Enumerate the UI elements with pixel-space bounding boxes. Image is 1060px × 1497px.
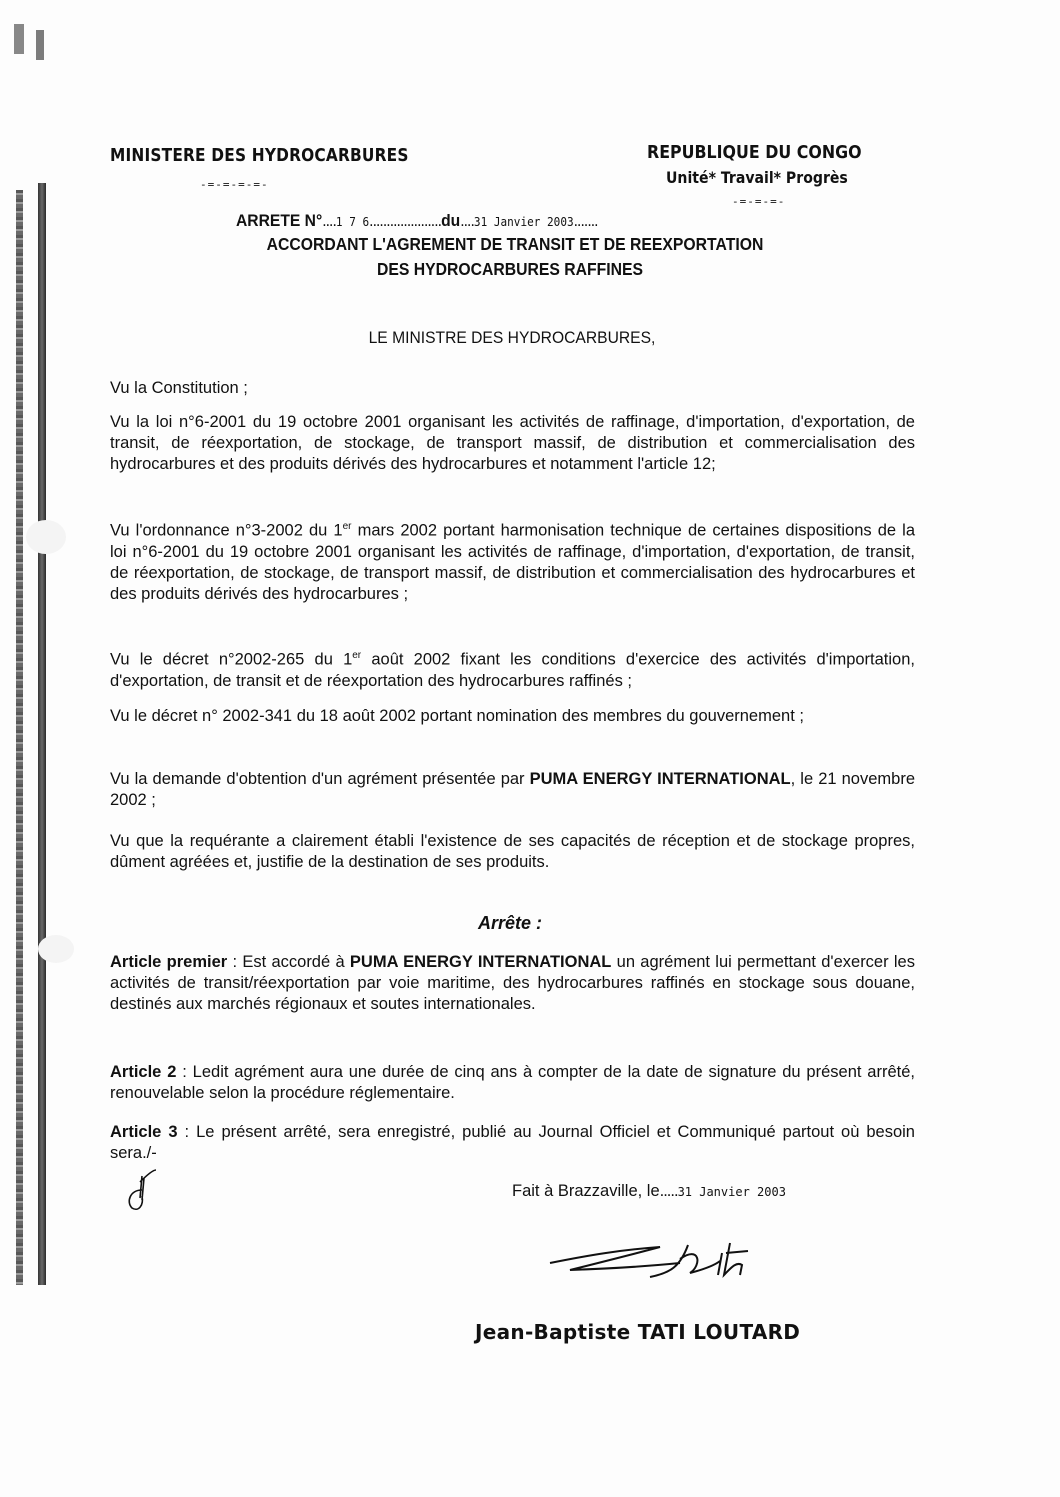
dot-leader: .....................	[369, 211, 442, 230]
initials-paraphe	[120, 1168, 160, 1213]
scan-edge-inner	[38, 183, 46, 1285]
decree-title-line-1: ACCORDANT L'AGREMENT DE TRANSIT ET DE REEXPORTATION	[266, 234, 764, 254]
dot-leader: .....	[659, 1182, 678, 1200]
arrete-heading: Arrête :	[477, 913, 543, 933]
decree-title-line-2: DES HYDROCARBURES RAFFINES	[376, 259, 644, 279]
scan-edge-outer	[16, 190, 23, 1285]
article-label: Article premier	[110, 953, 228, 971]
signing-date: 31 Janvier 2003	[677, 1185, 786, 1199]
consideration-5: Vu le décret n° 2002-341 du 18 août 2002 portant nomination des membres du gouvernement ;	[110, 707, 804, 725]
republic-separator: -=-=-=-	[732, 195, 786, 208]
article-premier: Article premier : Est accordé à PUMA ENERGY INTERNATIONAL un agrément lui permettant d'exercer les activités de transit/réexportation par voie maritime, des hydrocarbures raffinés en stockage sous douane, destinés aux marchés régionaux et soutes internationales.	[110, 953, 915, 1013]
scan-corner-mark	[36, 30, 44, 60]
consideration-3: Vu l'ordonnance n°3-2002 du 1er mars 2002 portant harmonisation technique de certaines dispositions de la loi n°6-2001 du 19 octobre 2001 organisant les activités de raffinage, d'importation, d'exportation, de transit, de réexportation, de stockage, de transport massif, de distribution et commercialisation des hydrocarbures et des produits dérivés des hydrocarbures ;	[110, 521, 916, 603]
handwritten-signature	[530, 1225, 790, 1300]
article-2: Article 2 : Ledit agrément aura une durée de cinq ans à compter de la date de signature du présent arrêté, renouvelable selon la procédure réglementaire.	[110, 1063, 915, 1102]
consideration-2: Vu la loi n°6-2001 du 19 octobre 2001 organisant les activités de raffinage, d'importation, d'exportation, de transit, de réexportation, de stockage, de transport massif, de distribution et commercialisation des hydrocarbures et des produits dérivés des hydrocarbures et notamment l'article 12;	[110, 413, 915, 473]
republic-header: REPUBLIQUE DU CONGO	[647, 142, 862, 163]
consideration-4: Vu le décret n°2002-265 du 1er août 2002 fixant les conditions d'exercice des activités d'importation, d'exportation, de transit et de réexportation des hydrocarbures raffinés ;	[110, 650, 915, 690]
national-motto: Unité* Travail* Progrès	[666, 168, 848, 187]
article-label: Article 2	[110, 1063, 177, 1081]
scan-corner-mark	[14, 24, 24, 54]
article-label: Article 3	[110, 1123, 178, 1141]
consideration-1: Vu la Constitution ;	[110, 379, 248, 397]
scan-hole	[26, 520, 66, 554]
minister-heading: LE MINISTRE DES HYDROCARBURES,	[368, 328, 656, 347]
ministry-separator: -=-=-=-=-	[200, 178, 269, 191]
decree-date: 31 Janvier 2003	[473, 215, 574, 229]
place-date-line	[512, 1182, 786, 1201]
ministry-header: MINISTERE DES HYDROCARBURES	[110, 146, 409, 166]
signatory-name: Jean-Baptiste TATI LOUTARD	[475, 1320, 801, 1344]
dot-leader: ....	[322, 211, 336, 230]
place-label: Fait à Brazzaville, le	[512, 1182, 660, 1200]
consideration-6: Vu la demande d'obtention d'un agrément présentée par PUMA ENERGY INTERNATIONAL, le 21 novembre 2002 ;	[110, 770, 916, 809]
dot-leader: .......	[573, 211, 598, 230]
article-3: Article 3 : Le présent arrêté, sera enregistré, publié au Journal Officiel et Communiqué partout où besoin sera./-	[110, 1123, 915, 1162]
consideration-7: Vu que la requérante a clairement établi l'existence de ses capacités de réception et de stockage propres, dûment agréées et, justifie de la destination de ses produits.	[110, 832, 915, 871]
decree-number-line	[236, 211, 598, 231]
decree-label: ARRETE N°	[236, 211, 323, 230]
dot-leader: ....	[460, 211, 474, 230]
scan-hole	[38, 935, 74, 963]
decree-number: 1 7 6	[335, 215, 370, 229]
decree-du-label: du	[441, 211, 461, 230]
